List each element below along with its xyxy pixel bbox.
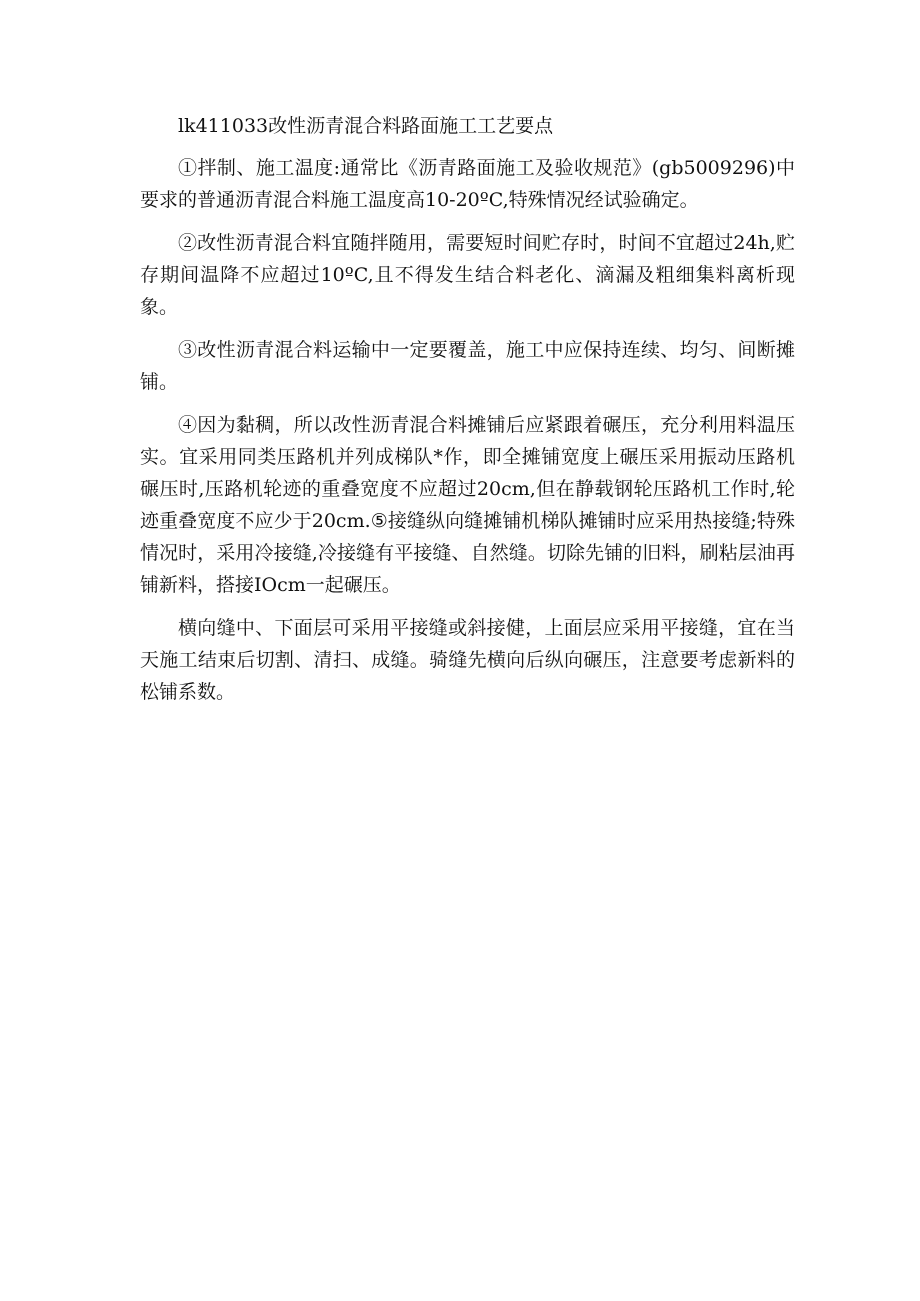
document-title: lk411033改性沥青混合料路面施工工艺要点 — [178, 115, 554, 137]
paragraph-mixing-temperature: ①拌制、施工温度:通常比《沥青路面施工及验收规范》(gb5009296)中要求的普通沥青混合料施工温度高10-20ºC,特殊情况经试验确定。 — [140, 157, 795, 211]
paragraph-compaction-and-joints: ④因为黏稠，所以改性沥青混合料摊铺后应紧跟着碾压，充分利用料温压实。宜采用同类压路机并列成梯队*作，即全摊铺宽度上碾压采用振动压路机碾压时,压路机轮迹的重叠宽度不应超过20cm,但在静载钢轮压路机工作时,轮迹重叠宽度不应少于20cm.⑤接缝纵向缝摊铺机梯队摊铺时应采用热接缝;特殊情况时，采用冷接缝,冷接缝有平接缝、自然缝。切除先铺的旧料，刷粘层油再铺新料，搭接IOcm一起碾压。 — [140, 414, 795, 596]
paragraph-transverse-joints: 横向缝中、下面层可采用平接缝或斜接健，上面层应采用平接缝，宜在当天施工结束后切割、清扫、成缝。骑缝先横向后纵向碾压，注意要考虑新料的松铺系数。 — [140, 617, 795, 703]
paragraph-transport: ③改性沥青混合料运输中一定要覆盖，施工中应保持连续、均匀、间断摊铺。 — [140, 339, 795, 393]
document-body — [140, 110, 795, 719]
paragraph-storage: ②改性沥青混合料宜随拌随用，需要短时间贮存时，时间不宜超过24h,贮存期间温降不应超过10ºC,且不得发生结合料老化、滴漏及粗细集料离析现象。 — [140, 232, 795, 318]
